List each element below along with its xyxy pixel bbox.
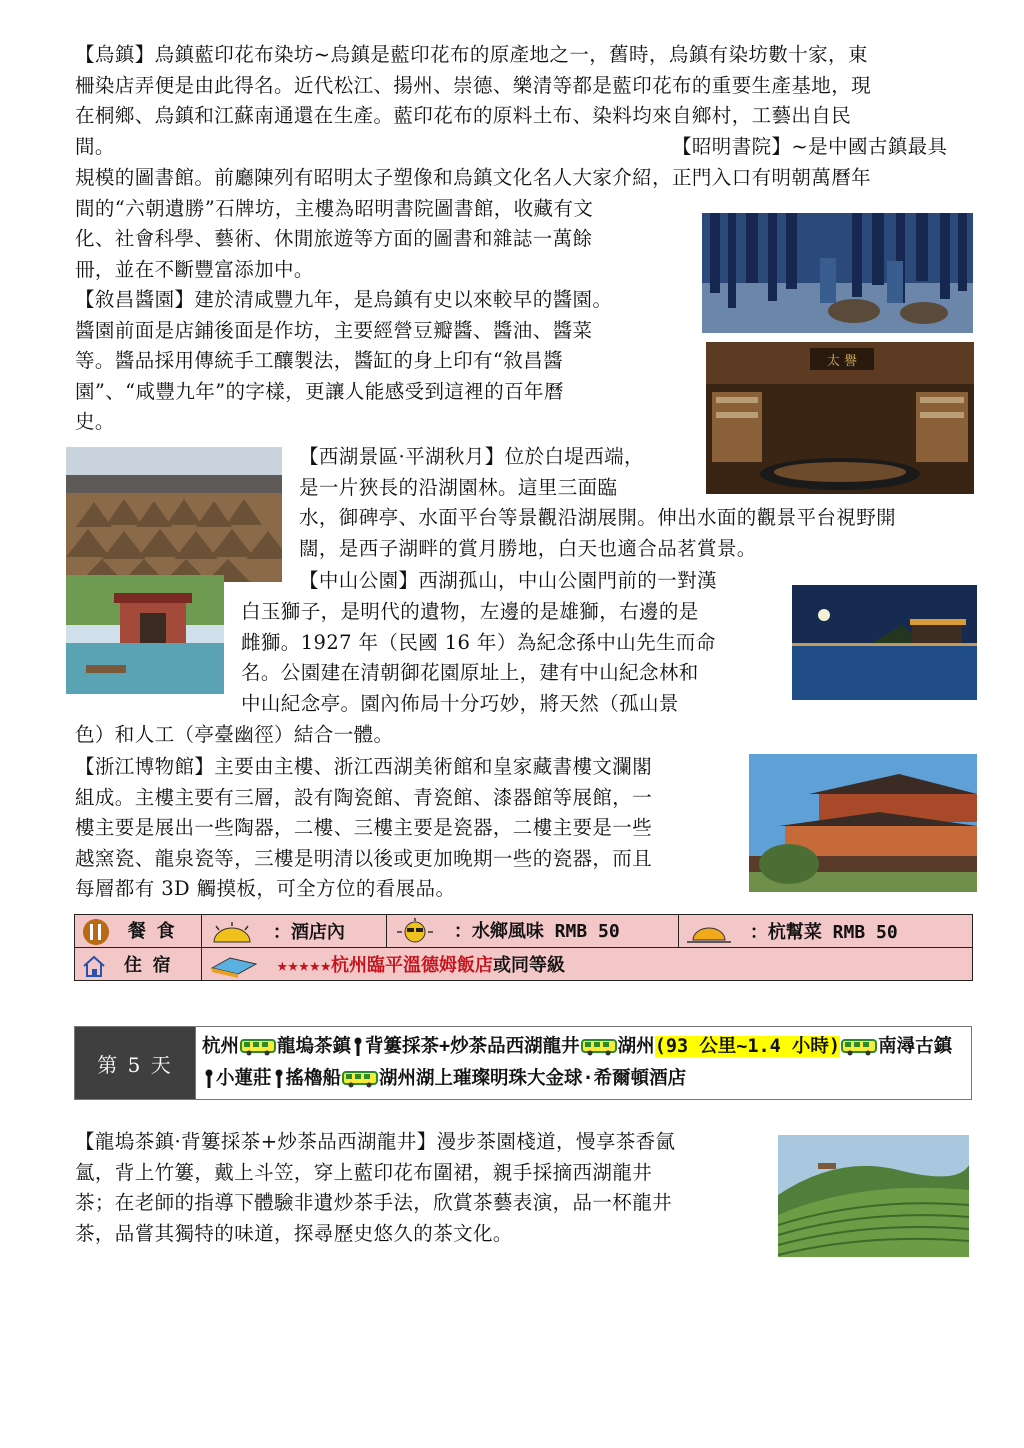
text-line: 【龍塢茶鎮·背簍採茶+炒茶品西湖龍井】漫步茶園棧道，慢享茶香氤 bbox=[75, 1130, 676, 1153]
text-line: 樓主要是展出一些陶器，二樓、三樓主要是瓷器，二樓主要是一些 bbox=[75, 816, 653, 839]
zhongshan-heading-line: 【中山公園】西湖孤山，中山公園門前的一對漢 bbox=[299, 569, 717, 592]
text-line: 闊，是西子湖畔的賞月勝地，白天也適合品茗賞景。 bbox=[299, 536, 757, 560]
wuzhen-jars-photo bbox=[66, 447, 282, 582]
route-stop: 龍塢茶鎮 bbox=[277, 1036, 352, 1057]
lunch-cell bbox=[387, 915, 679, 948]
route-stop: 南潯古鎮 bbox=[878, 1036, 953, 1057]
text-line: 【西湖景區·平湖秋月】位於白堤西端， bbox=[299, 445, 644, 468]
dinner-text: ：杭幫菜 RMB 50 bbox=[749, 922, 898, 943]
text-line: 組成。主樓主要有三層，設有陶瓷館、青瓷館、漆器館等展館，一 bbox=[75, 785, 653, 809]
text-line: 白玉獅子，是明代的遺物，左邊的是雄獅，右邊的是 bbox=[241, 600, 699, 623]
distance-time-highlight: (93 公里~1.4 小時) bbox=[654, 1036, 841, 1057]
text-line: 【烏鎮】烏鎮藍印花布染坊~烏鎮是藍印花布的原產地之一，舊時，烏鎮有染坊數十家，東 bbox=[75, 43, 868, 66]
breakfast-text: ：酒店內 bbox=[272, 922, 345, 943]
museum-building-photo bbox=[749, 754, 977, 892]
bus-icon bbox=[581, 1037, 617, 1057]
text-line: 在桐鄉、烏鎮和江蘇南通還在生產。藍印花布的原料土布、染料均來自鄉村，工藝出自民 bbox=[75, 104, 852, 127]
hotel-bed-icon bbox=[208, 954, 260, 978]
tea-paragraph bbox=[75, 1127, 675, 1249]
meals-table bbox=[74, 914, 973, 981]
text-line: 氳，背上竹簍，戴上斗笠，穿上藍印花布圍裙，親手採摘西湖龍井 bbox=[75, 1160, 653, 1184]
breakfast-cell bbox=[202, 915, 387, 948]
route-stop: 湖州湖上璀璨明珠大金球·希爾頓酒店 bbox=[379, 1068, 687, 1089]
meals-label: 餐 食 bbox=[127, 920, 175, 942]
zhaoming-heading-line: 【昭明書院】~是中國古鎮最具 bbox=[672, 135, 948, 158]
route-stop: 小蓮莊 bbox=[216, 1068, 272, 1089]
text-line: 間。 bbox=[75, 135, 115, 158]
text-line: 【浙江博物館】主要由主樓、浙江西湖美術館和皇家藏書樓文瀾閣 bbox=[75, 755, 653, 778]
text-line: 等。醬品採用傳統手工釀製法，醬缸的身上印有“敘昌醬 bbox=[75, 349, 563, 372]
text-line: 越窯瓷、龍泉瓷等，三樓是明清以後或更加晚期一些的瓷器，而且 bbox=[75, 846, 653, 870]
lodging-label: 住 宿 bbox=[123, 954, 171, 976]
dinner-cell bbox=[679, 915, 973, 948]
lunch-text: ：水鄉風味 RMB 50 bbox=[453, 920, 620, 942]
sun-sunglasses-icon bbox=[393, 918, 437, 946]
svg-text:太 譽: 太 譽 bbox=[826, 354, 858, 369]
text-line: 是一片狹長的沿湖園林。這里三面臨 bbox=[299, 475, 618, 499]
hotel-cell bbox=[202, 948, 973, 981]
text-line: 水，御碑亭、水面平台等景觀沿湖展開。伸出水面的觀景平台視野開 bbox=[299, 506, 897, 529]
text-line: 茶，品嘗其獨特的味道，探尋歷史悠久的茶文化。 bbox=[75, 1221, 513, 1245]
text-line: 色）和人工（亭臺幽徑）結合一體。 bbox=[75, 723, 394, 746]
text-line: 史。 bbox=[75, 410, 115, 433]
museum-paragraph bbox=[75, 752, 652, 905]
text-line: 茶；在老師的指導下體驗非遺炒茶手法，欣賞茶藝表演，品一杯龍井 bbox=[75, 1191, 673, 1214]
text-line: 間的“六朝遺勝”石牌坊，主樓為昭明書院圖書館，收藏有文 bbox=[75, 196, 594, 220]
lodging-label-cell bbox=[75, 948, 202, 981]
hotel-name: 杭州臨平溫德姆飯店 bbox=[331, 954, 494, 976]
bus-icon bbox=[240, 1037, 276, 1057]
indigo-dye-photo bbox=[702, 213, 973, 333]
text-line: 園”、“咸豐九年”的字樣，更讓人能感受到這裡的百年曆 bbox=[75, 379, 564, 403]
westlake-paragraph bbox=[299, 442, 896, 564]
wuzhen-paragraph bbox=[75, 40, 871, 132]
garden-gate-photo bbox=[66, 575, 224, 694]
day-label: 第 5 天 bbox=[75, 1027, 196, 1100]
bus-icon bbox=[342, 1069, 378, 1089]
hotel-stars: ★★★★★ bbox=[276, 954, 332, 976]
location-pin-icon bbox=[205, 1069, 213, 1089]
route-stop: 杭州 bbox=[202, 1036, 240, 1057]
house-icon bbox=[81, 954, 107, 978]
bus-icon bbox=[841, 1037, 877, 1057]
route-description bbox=[196, 1027, 972, 1100]
tea-plantation-photo bbox=[778, 1135, 969, 1257]
text-line: 雌獅。1927 年（民國 16 年）為紀念孫中山先生而命 bbox=[241, 630, 716, 654]
sunset-icon bbox=[685, 922, 733, 944]
route-stop: 湖州 bbox=[617, 1036, 655, 1057]
text-line: 柵染店弄便是由此得名。近代松江、揚州、崇德、樂清等都是藍印花布的重要生產基地，現 bbox=[75, 73, 872, 97]
location-pin-icon bbox=[354, 1037, 362, 1057]
zhongshan-paragraph bbox=[241, 597, 716, 719]
text-line: 化、社會科學、藝術、休閒旅遊等方面的圖書和雜誌一萬餘 bbox=[75, 227, 593, 250]
location-pin-icon bbox=[275, 1069, 283, 1089]
text-line: 冊，並在不斷豐富添加中。 bbox=[75, 257, 314, 281]
text-line: 醬園前面是店鋪後面是作坊，主要經營豆瓣醬、醬油、醬菜 bbox=[75, 318, 593, 342]
moonlit-lake-photo bbox=[792, 585, 977, 700]
route-stop: 背簍採茶+炒茶品西湖龍井 bbox=[365, 1036, 580, 1057]
text-line: 名。公園建在清朝御花園原址上，建有中山紀念林和 bbox=[241, 661, 699, 684]
hotel-suffix: 或同等級 bbox=[493, 954, 566, 976]
text-line: 每層都有 3D 觸摸板，可全方位的看展品。 bbox=[75, 877, 456, 900]
route-stop: 搖櫓船 bbox=[285, 1068, 342, 1089]
text-line: 【敘昌醬園】建於清咸豐九年，是烏鎮有史以來較早的醬園。 bbox=[75, 288, 613, 311]
cutlery-icon bbox=[81, 918, 111, 946]
day-route-table bbox=[74, 1026, 972, 1100]
meals-label-cell bbox=[75, 915, 202, 948]
meals-row bbox=[75, 915, 973, 948]
lodging-row bbox=[75, 948, 973, 981]
sunrise-icon bbox=[208, 922, 256, 944]
text-line: 規模的圖書館。前廳陳列有昭明太子塑像和烏鎮文化名人大家介紹，正門入口有明朝萬曆年 bbox=[75, 166, 872, 189]
text-line: 中山紀念亭。園內佈局十分巧妙，將天然（孤山景 bbox=[241, 691, 679, 715]
